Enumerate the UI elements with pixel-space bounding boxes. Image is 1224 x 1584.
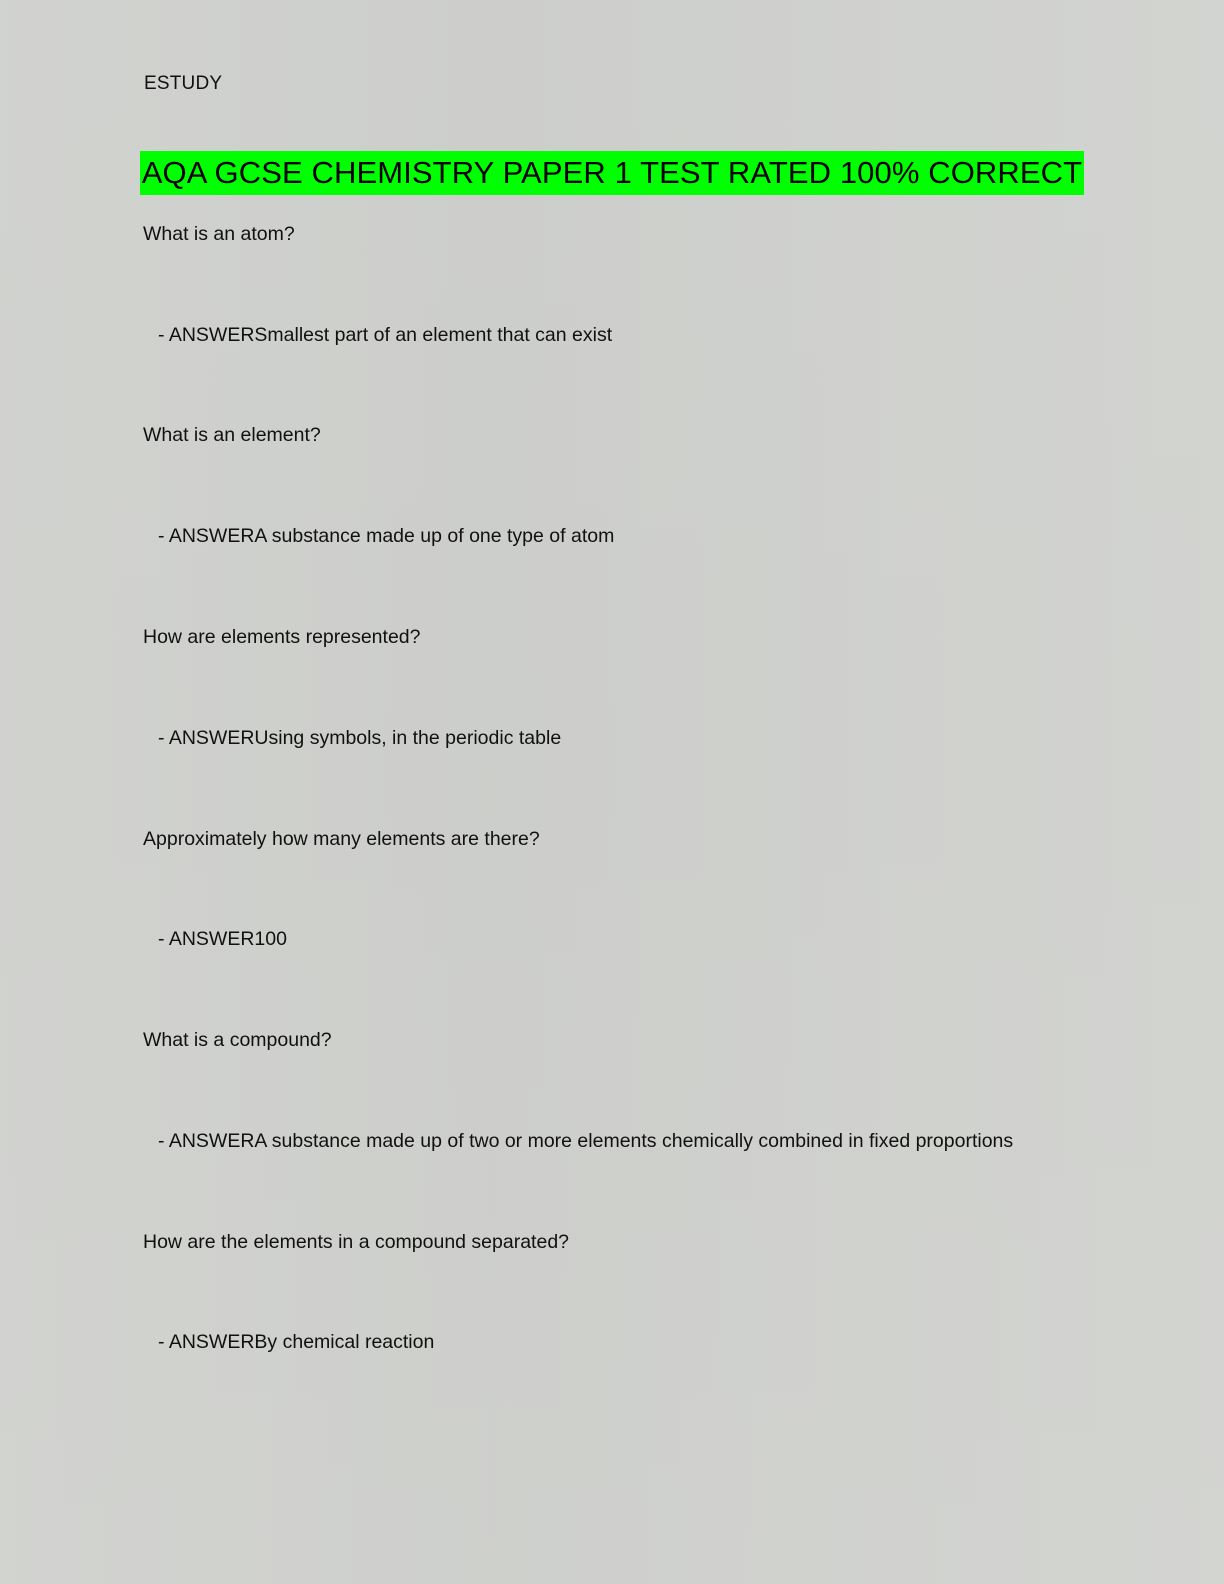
question-text: Approximately how many elements are there? [143,828,540,850]
answer-text: - ANSWERSmallest part of an element that can exist [158,324,613,346]
header-label: ESTUDY [144,73,223,94]
answer-text: - ANSWER100 [158,928,287,950]
question-text: What is an atom? [143,223,295,245]
answer-text: - ANSWERA substance made up of two or more elements chemically combined in fixed proportions [158,1130,1014,1152]
answer-text: - ANSWERA substance made up of one type of atom [158,525,615,547]
question-text: What is an element? [143,424,321,446]
answer-text: - ANSWERBy chemical reaction [158,1331,435,1353]
answer-text: - ANSWERUsing symbols, in the periodic table [158,727,562,749]
document-title: AQA GCSE CHEMISTRY PAPER 1 TEST RATED 100% CORRECT [140,151,1084,195]
question-text: What is a compound? [143,1029,332,1051]
question-text: How are the elements in a compound separated? [143,1231,570,1253]
title-container [0,151,1224,195]
question-text: How are elements represented? [143,626,421,648]
